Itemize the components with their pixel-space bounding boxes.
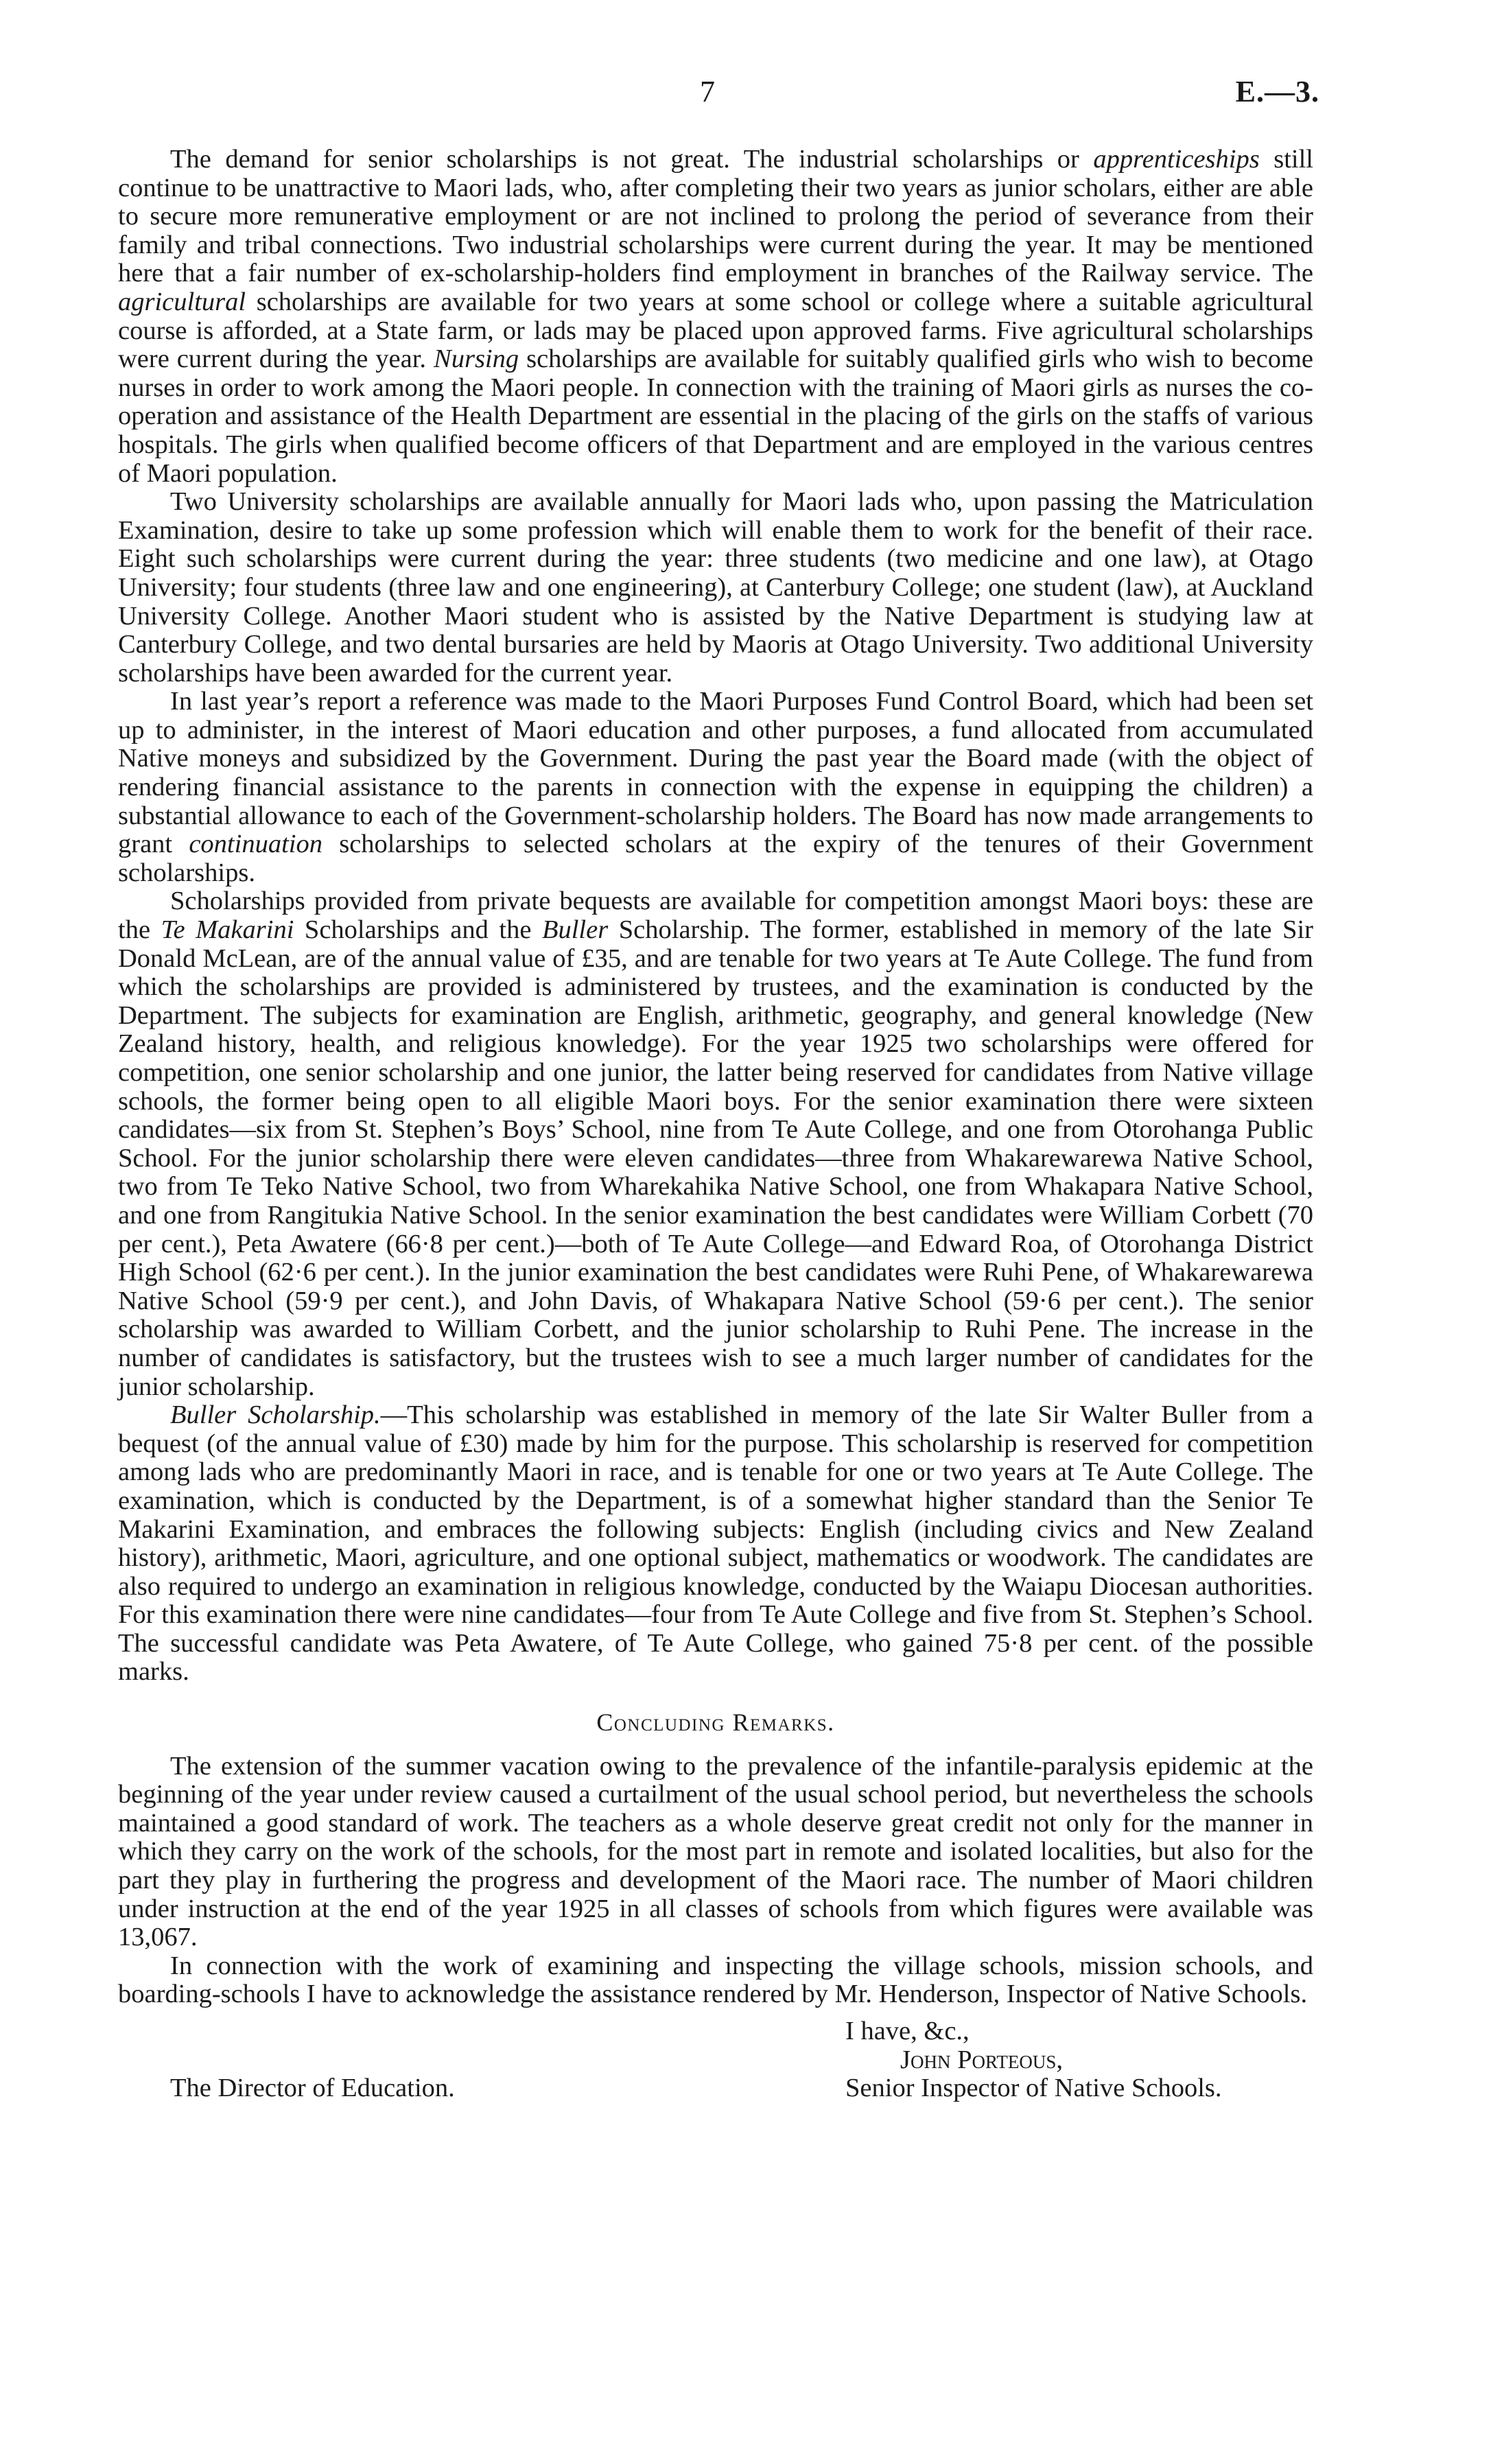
page-header xyxy=(0,74,1491,115)
paragraph-purposes-fund: In last year’s report a reference was made to the Maori Purposes Fund Control Board, which had been set up to administer, in the interest of Maori education and other purposes, a fund allocated from accumulated Native moneys and subsidized by the Government. During the past year the Board made (with the object of rendering financial assistance to the parents in connection with the expense in equipping the children) a substantial allowance to each of the Government-scholarship holders. The Board has now made arrangements to grant continuation scholarships to selected scholars at the expiry of the tenures of their Government scholarships. xyxy=(118,687,1313,887)
paragraph-buller-scholarship: Buller Scholarship.—This scholarship was established in memory of the late Sir Walter Buller from a bequest (of the annual value of £30) made by him for the purpose. This scholarship is reserved for competition among lads who are predominantly Maori in race, and is tenable for one or two years at Te Aute College. The examination, which is conducted by the Department, is of a somewhat higher standard than the Senior Te Makarini Examination, and embraces the following subjects: English (including civics and New Zealand history), arithmetic, Maori, agriculture, and one optional subject, mathematics or woodwork. The candidates are also required to undergo an examination in religious knowledge, conducted by the Waiapu Diocesan authorities. For this examination there were nine candidates—four from Te Aute College and five from St. Stephen’s School. The successful candidate was Peta Awatere, of Te Aute College, who gained 75·8 per cent. of the possible marks. xyxy=(118,1400,1313,1687)
signatory-name: John Porteous, xyxy=(900,2045,1064,2074)
addressee: The Director of Education. xyxy=(170,2074,455,2102)
paragraph-senior-scholarships: The demand for senior scholarships is not great. The industrial scholarships or apprenticeships still continue to be unattractive to Maori lads, who, after completing their two years as junior scholars, either are able to secure more remunerative employment or are not inclined to prolong the period of severance from their family and tribal connections. Two industrial scholarships were current during the year. It may be mentioned here that a fair number of ex-scholarship-holders find employment in branches of the Railway service. The agricultural scholarships are available for two years at some school or college where a suitable agricultural course is afforded, at a State farm, or lads may be placed upon approved farms. Five agricultural scholarships were current during the year. Nursing scholarships are available for suitably qualified girls who wish to become nurses in order to work among the Maori people. In connection with the training of Maori girls as nurses the co-operation and assistance of the Health Department are essential in the placing of the girls on the staffs of various hospitals. The girls when qualified become officers of that Department and are employed in the various centres of Maori population. xyxy=(118,145,1313,488)
section-heading: Concluding Remarks. xyxy=(596,1709,835,1737)
signature-block xyxy=(845,2017,1326,2103)
paragraph-private-bequests: Scholarships provided from private bequests are available for competition amongst Maori boys: these are the Te Makarini Scholarships and the Buller Scholarship. The former, established in memory of the late Sir Donald McLean, are of the annual value of £35, and are tenable for two years at Te Aute College. The fund from which the scholarships are provided is administered by trustees, and the examination is conducted by the Department. The subjects for examination are English, arithmetic, geography, and general knowledge (New Zealand history, health, and religious knowledge). For the year 1925 two scholarships were offered for competition, one senior scholarship and one junior, the latter being reserved for candidates from Native village schools, the former being open to all eligible Maori boys. For the senior examination there were sixteen candidates—six from St. Stephen’s Boys’ School, nine from Te Aute College, and one from Otorohanga Public School. For the junior scholarship there were eleven candidates—three from Whakarewarewa Native School, two from Te Teko Native School, two from Wharekahika Native School, one from Whakapara Native School, and one from Rangitukia Native School. In the senior examination the best candidates were William Corbett (70 per cent.), Peta Awatere (66·8 per cent.)—both of Te Aute College—and Edward Roa, of Otorohanga District High School (62·6 per cent.). In the junior examination the best candidates were Ruhi Pene, of Whakarewarewa Native School (59·9 per cent.), and John Davis, of Whakapara Native School (59·6 per cent.). The senior scholarship was awarded to William Corbett, and the junior scholarship to Ruhi Pene. The increase in the number of candidates is satisfactory, but the trustees wish to see a much larger number of candidates for the junior scholarship. xyxy=(118,887,1313,1401)
closing-salutation: I have, &c., xyxy=(845,2017,970,2045)
document-code: E.—3. xyxy=(1235,75,1319,108)
signoff xyxy=(118,2017,1313,2113)
paragraph-acknowledgement: In connection with the work of examining and inspecting the village schools, mission schools, and boarding-schools I have to acknowledge the assistance rendered by Mr. Henderson, Inspector of Native Schools. xyxy=(118,1951,1313,2009)
page-number: 7 xyxy=(700,75,715,108)
paragraph-concluding: The extension of the summer vacation owing to the prevalence of the infantile-paralysis epidemic at the beginning of the year under review caused a curtailment of the usual school period, but nevertheless the schools maintained a good standard of work. The teachers as a whole deserve great credit not only for the manner in which they carry on the work of the schools, for the most part in remote and isolated localities, but also for the part they play in furthering the progress and development of the Maori race. The number of Maori children under instruction at the end of the year 1925 in all classes of schools from which figures were available was 13,067. xyxy=(118,1751,1313,1952)
body-text xyxy=(118,145,1313,2113)
paragraph-university-scholarships: Two University scholarships are available annually for Maori lads who, upon passing the Matriculation Examination, desire to take up some profession which will enable them to work for the benefit of their race. Eight such scholarships were current during the year: three students (two medicine and one law), at Otago University; four students (three law and one engineering), at Canterbury College; one student (law), at Auckland University College. Another Maori student who is assisted by the Native Department is studying law at Canterbury College, and two dental bursaries are held by Maoris at Otago University. Two additional University scholarships have been awarded for the current year. xyxy=(118,487,1313,688)
signatory-title: Senior Inspector of Native Schools. xyxy=(845,2074,1222,2103)
